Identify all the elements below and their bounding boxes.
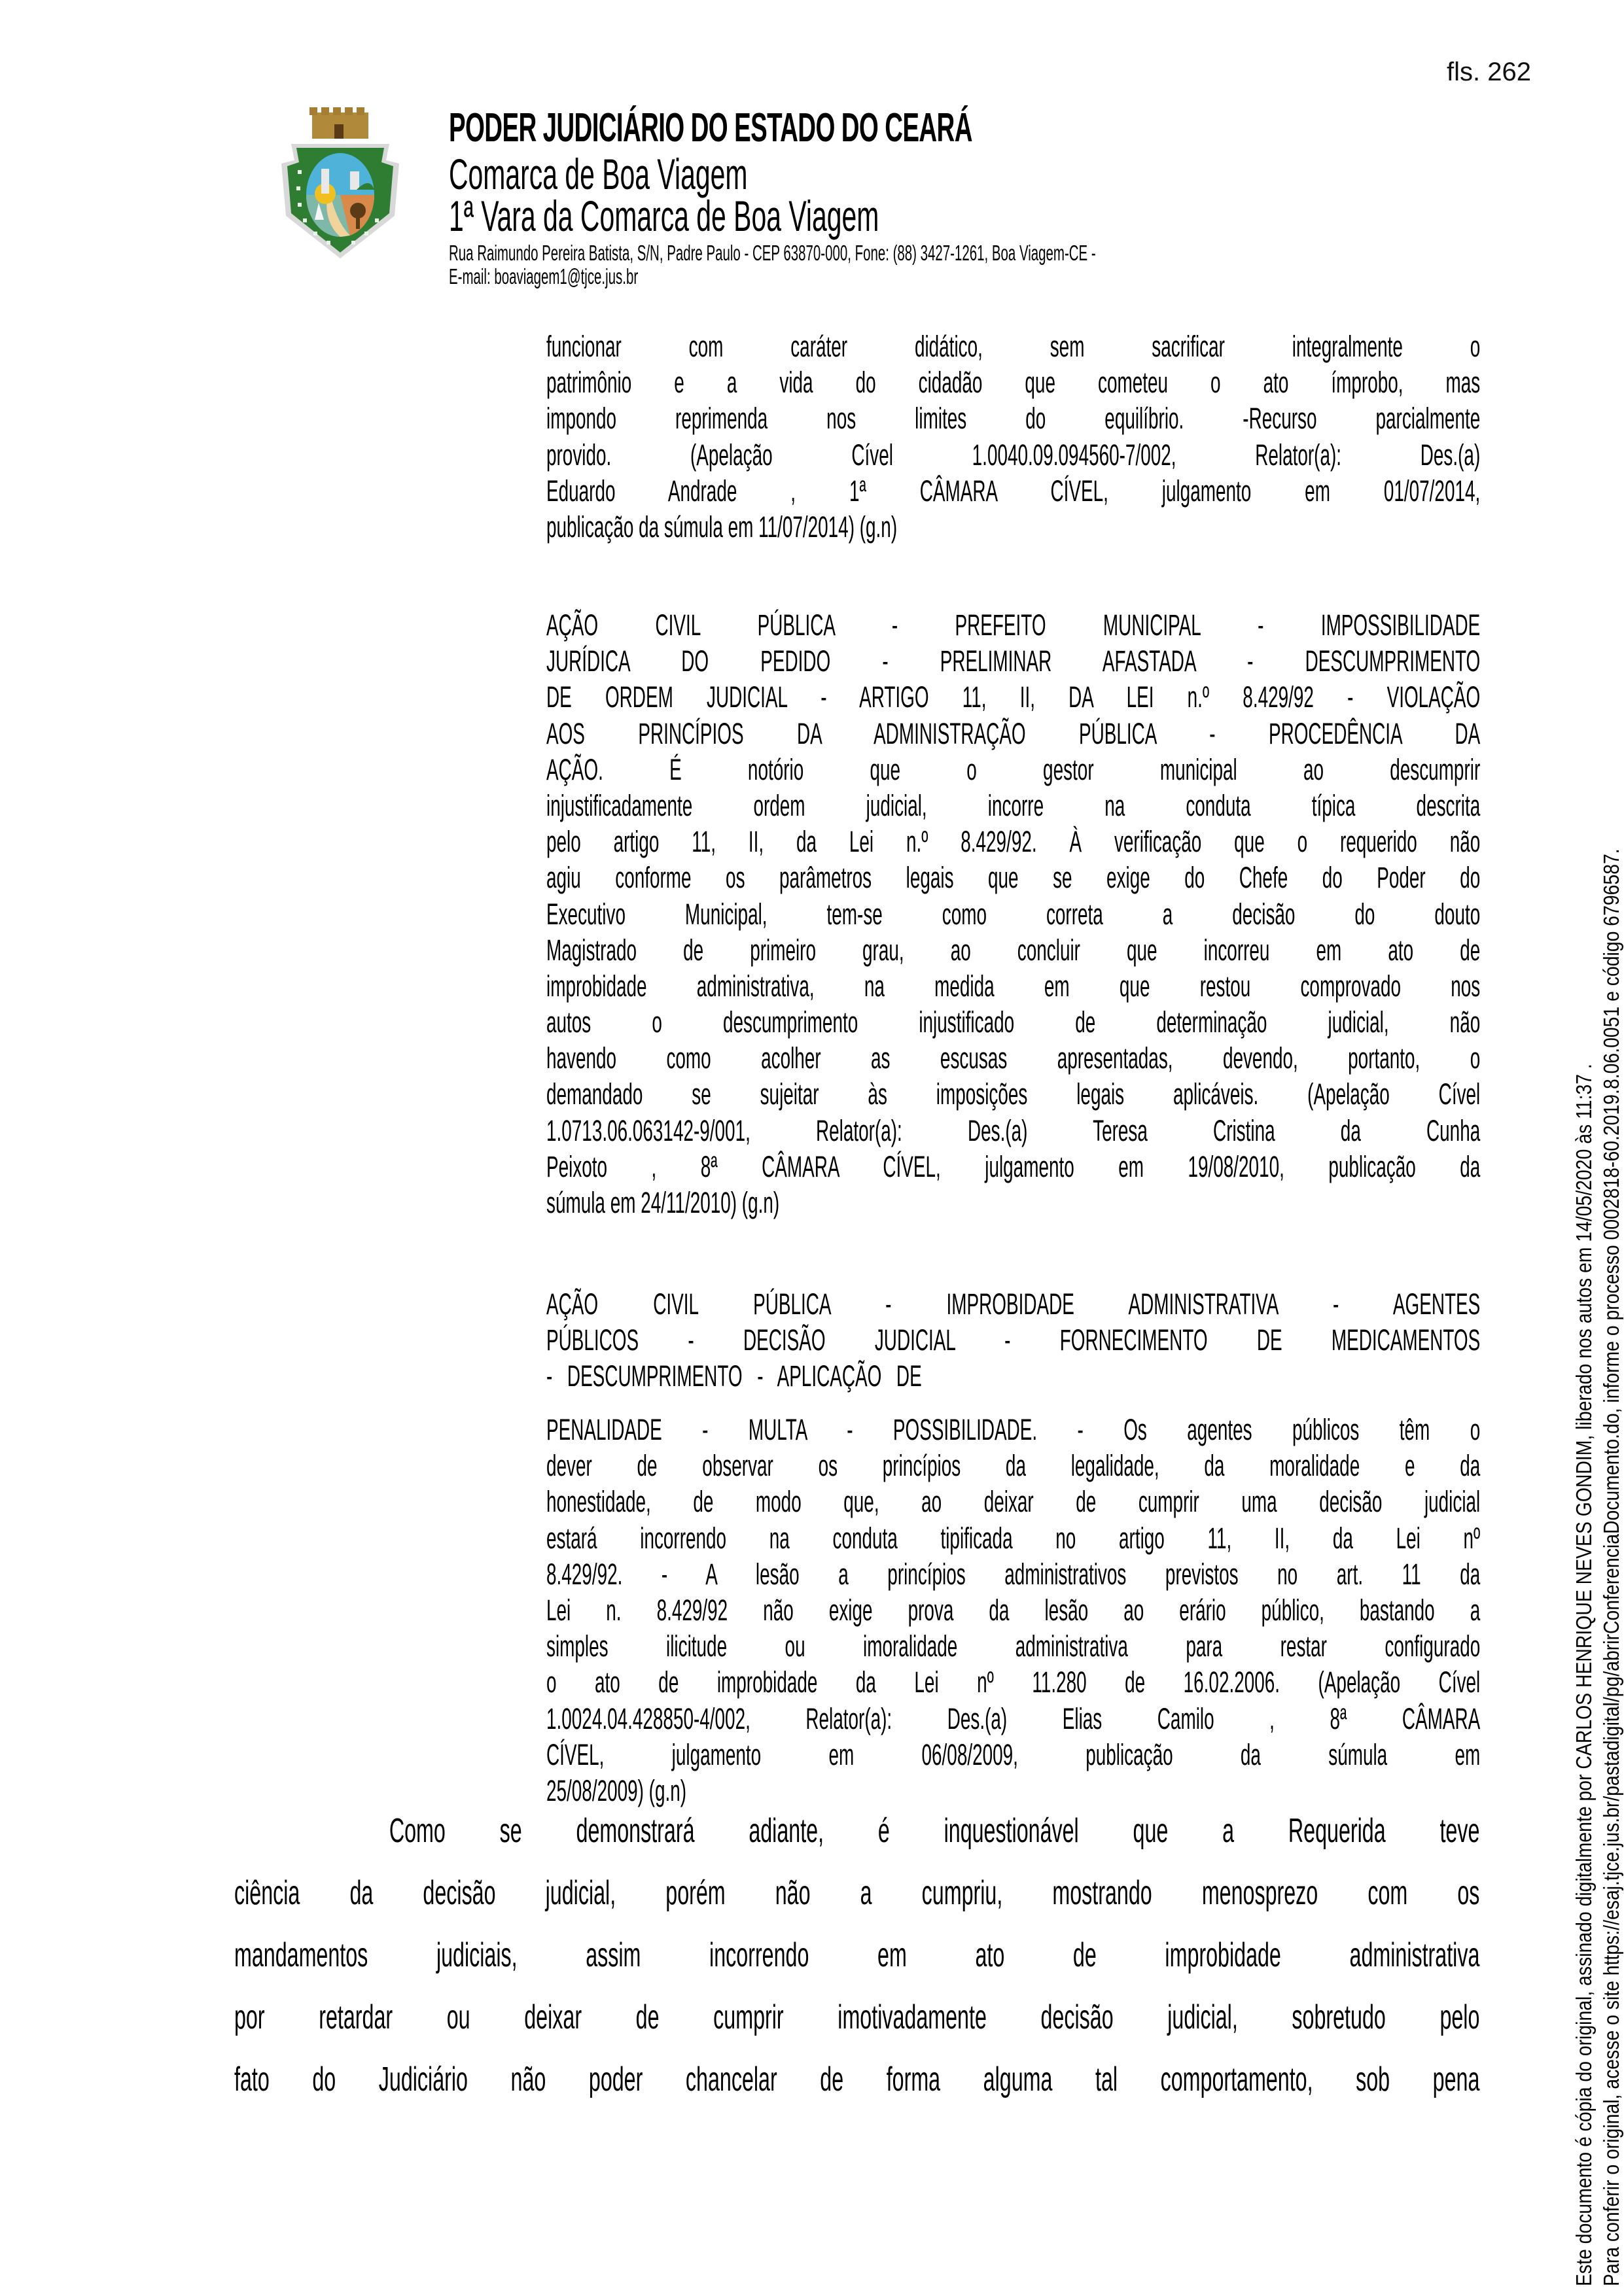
quote-line: Eduardo Andrade , 1ª CÂMARA CÍVEL, julgamento em 01/07/2014, [546,474,1481,508]
body-line: por retardar ou deixar de cumprir imotivadamente decisão judicial, sobretudo pelo [234,1998,1480,2036]
body-line: Como se demonstrará adiante, é inquestionável que a Requerida teve [389,1812,1480,1850]
institution-title: PODER JUDICIÁRIO DO ESTADO DO CEARÁ [449,105,972,150]
quote-line: Lei n. 8.429/92 não exige prova da lesão ao erário público, bastando a [546,1593,1481,1627]
quote-line: DE ORDEM JUDICIAL - ARTIGO 11, II, DA LEI n.º 8.429/92 - VIOLAÇÃO [546,680,1481,714]
quote-line: o ato de improbidade da Lei nº 11.280 de 16.02.2006. (Apelação Cível [546,1665,1481,1699]
court-address: Rua Raimundo Pereira Batista, S/N, Padre Paulo - CEP 63870-000, Fone: (88) 3427-1261, Boa Viagem-CE - [449,241,1096,265]
quote-line: patrimônio e a vida do cidadão que cometeu o ato ímprobo, mas [546,366,1481,400]
quote-line: Magistrado de primeiro grau, ao concluir que incorreu em ato de [546,933,1481,967]
quote-line: agiu conforme os parâmetros legais que se exige do Chefe do Poder do [546,861,1481,895]
quote-line: AÇÃO. É notório que o gestor municipal ao descumprir [546,752,1481,786]
court-name: 1ª Vara da Comarca de Boa Viagem [449,192,879,240]
quote-line: estará incorrendo na conduta tipificada no artigo 11, II, da Lei nº [546,1521,1481,1555]
quote-line: pelo artigo 11, II, da Lei n.º 8.429/92. À verificação que o requerido não [546,825,1481,859]
quote-line: PENALIDADE - MULTA - POSSIBILIDADE. - Os agentes públicos têm o [546,1413,1481,1446]
quote-line: AÇÃO CIVIL PÚBLICA - PREFEITO MUNICIPAL - IMPOSSIBILIDADE [546,608,1481,642]
quote-line: CÍVEL, julgamento em 06/08/2009, publicação da súmula em [546,1737,1481,1771]
digital-signature-stamp [1570,386,1624,2286]
case-law-quote-1 [546,328,1480,545]
folio-number: fls. 262 [1447,58,1531,86]
signature-notice: Este documento é cópia do original, assinado digitalmente por CARLOS HENRIQUE NEVES GONDIM, liberado nos autos em 14/05/2020 às 11:37 . [1572,1064,1596,2286]
body-line: mandamentos judiciais, assim incorrendo em ato de improbidade administrativa [234,1936,1480,1974]
court-email: E-mail: boaviagem1@tjce.jus.br [449,264,639,288]
quote-line: PÚBLICOS - DECISÃO JUDICIAL - FORNECIMENTO DE MEDICAMENTOS [546,1323,1481,1357]
quote-line: provido. (Apelação Cível 1.0040.09.094560-7/002, Relator(a): Des.(a) [546,438,1481,472]
district-name: Comarca de Boa Viagem [449,150,748,198]
quote-line: 25/08/2009) (g.n) [546,1773,687,1807]
verification-notice: Para conferir o original, acesse o site https://esaj.tjce.jus.br/pastadigital/pg/abrirConferenciaDocumento.do, informe o processo 0002818-60.2019.8.06.0051 e código 6796587. [1599,848,1623,2286]
quote-line: súmula em 24/11/2010) (g.n) [546,1186,780,1219]
body-line: ciência da decisão judicial, porém não a cumpriu, mostrando menosprezo com os [234,1874,1480,1912]
quote-line: demandado se sujeitar às imposições legais aplicáveis. (Apelação Cível [546,1077,1481,1111]
quote-line: impondo reprimenda nos limites do equilíbrio. -Recurso parcialmente [546,402,1481,436]
quote-line: JURÍDICA DO PEDIDO - PRELIMINAR AFASTADA - DESCUMPRIMENTO [546,644,1481,678]
quote-line: simples ilicitude ou imoralidade administrativa para restar configurado [546,1629,1481,1663]
body-paragraph [234,1800,1479,2111]
quote-line: Executivo Municipal, tem-se como correta a decisão do douto [546,897,1481,931]
quote-line: AÇÃO CIVIL PÚBLICA - IMPROBIDADE ADMINISTRATIVA - AGENTES [546,1287,1481,1321]
quote-line: 8.429/92. - A lesão a princípios administrativos previstos no art. 11 da [546,1557,1481,1591]
quote-line: improbidade administrativa, na medida em que restou comprovado nos [546,969,1481,1003]
body-line: fato do Judiciário não poder chancelar de forma alguma tal comportamento, sob pena [234,2061,1480,2098]
quote-line: havendo como acolher as escusas apresentadas, devendo, portanto, o [546,1041,1481,1075]
quote-line: publicação da súmula em 11/07/2014) (g.n) [546,510,898,544]
case-law-quote-3-continuation [546,1412,1480,1809]
quote-line: 1.0713.06.063142-9/001, Relator(a): Des.(a) Teresa Cristina da Cunha [546,1113,1481,1147]
quote-line: honestidade, de modo que, ao deixar de cumprir uma decisão judicial [546,1485,1481,1519]
case-law-quote-2 [546,607,1480,1221]
quote-line: - DESCUMPRIMENTO - APLICAÇÃO DE [546,1359,922,1393]
case-law-quote-3 [546,1286,1480,1395]
quote-line: funcionar com caráter didático, sem sacrificar integralmente o [546,330,1481,363]
quote-line: AOS PRINCÍPIOS DA ADMINISTRAÇÃO PÚBLICA - PROCEDÊNCIA DA [546,716,1481,750]
quote-line: 1.0024.04.428850-4/002, Relator(a): Des.(a) Elias Camilo , 8ª CÂMARA [546,1701,1481,1735]
quote-line: dever de observar os princípios da legalidade, da moralidade e da [546,1449,1481,1483]
coat-of-arms-icon [278,98,402,262]
quote-line: Peixoto , 8ª CÂMARA CÍVEL, julgamento em 19/08/2010, publicação da [546,1149,1481,1183]
quote-line: injustificadamente ordem judicial, incorre na conduta típica descrita [546,788,1481,822]
quote-line: autos o descumprimento injustificado de determinação judicial, não [546,1005,1481,1039]
